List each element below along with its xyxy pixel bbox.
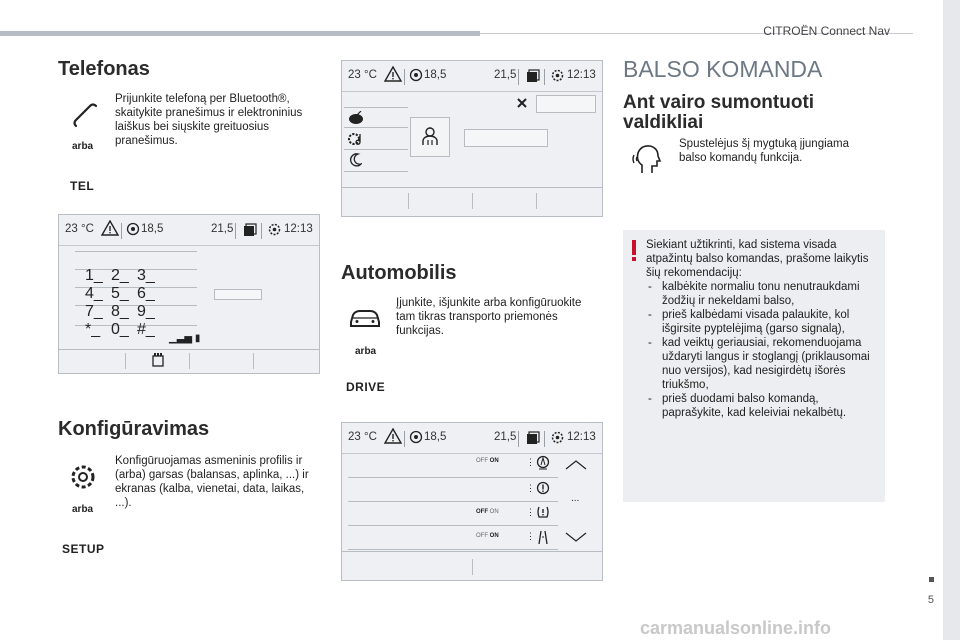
scroll-down-chevron-icon[interactable] <box>564 531 588 543</box>
keypad-key[interactable]: 1_ <box>85 267 103 284</box>
exclamation-icon <box>632 240 636 255</box>
status-temp: 23 °C <box>65 223 94 235</box>
recommendation-note <box>623 230 885 502</box>
sound-settings-icon[interactable] <box>347 131 365 147</box>
settings-gear-icon <box>550 68 565 83</box>
konfig-desc: Konfigūruojamas asmeninis profilis ir (arba) garsas (balansas, aplinka, ...) ir ekranas (kalba, vienetai, data, laikas, ...). <box>115 455 309 509</box>
setup-gear-icon <box>68 462 98 492</box>
telefonas-title: Telefonas <box>58 58 150 80</box>
automobilis-title: Automobilis <box>341 262 457 284</box>
options-kebab-icon[interactable]: ⋮ <box>526 507 535 517</box>
toggle-off-label: OFF <box>476 458 488 464</box>
header-rule-left <box>0 31 480 36</box>
status-val2: 21,5 <box>211 223 234 235</box>
options-kebab-icon[interactable]: ⋮ <box>526 531 535 541</box>
night-mode-moon-icon[interactable] <box>348 153 362 167</box>
contacts-icon[interactable] <box>151 352 165 368</box>
status-time: 12:13 <box>567 69 596 81</box>
nav-target-icon <box>409 68 423 82</box>
telefonas-arba: arba <box>72 141 94 152</box>
palette-icon[interactable] <box>348 111 364 125</box>
keypad-key[interactable]: 9_ <box>137 303 155 320</box>
keypad-key[interactable]: #_ <box>137 321 155 338</box>
status-val2: 21,5 <box>494 431 517 443</box>
warning-icon <box>384 66 402 82</box>
options-kebab-icon[interactable]: ⋮ <box>526 483 535 493</box>
balso-desc: Spustelėjus šį mygtuką įjungiama balso komandų funkcija. <box>679 138 850 164</box>
lane-departure-icon <box>536 529 550 545</box>
toggle-on-label: ON <box>489 509 499 515</box>
fuel-icon <box>243 223 257 237</box>
status-val1: 18,5 <box>424 431 447 443</box>
toggle-off-label: OFF <box>476 509 488 515</box>
close-x-icon[interactable] <box>516 97 528 109</box>
keypad-key[interactable]: 2_ <box>111 267 129 284</box>
telefonas-screen <box>58 214 320 374</box>
telefonas-tag: TEL <box>70 179 95 193</box>
konfig-title: Konfigūravimas <box>58 418 210 440</box>
warning-icon <box>101 220 119 236</box>
options-kebab-icon[interactable]: ⋮ <box>526 457 535 467</box>
info-warning-icon <box>536 481 550 495</box>
scroll-up-chevron-icon[interactable] <box>564 459 588 471</box>
keypad-key[interactable]: *_ <box>85 321 101 338</box>
status-temp: 23 °C <box>348 69 377 81</box>
note-bullet-2: - prieš kalbėdami visada palaukite, kol išgirsite pyptelėjimą (garso signalą), <box>646 308 882 336</box>
konfig-tag: SETUP <box>62 542 105 556</box>
balso-subtitle: Ant vairo sumontuoti valdikliai <box>623 92 815 133</box>
status-val2: 21,5 <box>494 69 517 81</box>
page-edge-strip <box>943 0 960 640</box>
keypad-key[interactable]: 7_ <box>85 303 103 320</box>
status-val1: 18,5 <box>424 69 447 81</box>
status-time: 12:13 <box>284 223 313 235</box>
note-bullet-4: - prieš duodami balso komandą, paprašykite, kad keleiviai nekalbėtų. <box>646 392 882 420</box>
function-toggle-1[interactable] <box>476 458 499 464</box>
lane-assist-icon <box>536 455 550 471</box>
status-val1: 18,5 <box>141 223 164 235</box>
note-intro: Siekiant užtikrinti, kad sistema visada atpažintų balso komandas, prašome laikytis šių rekomendacijų: <box>646 239 869 279</box>
status-bar-2 <box>342 61 602 92</box>
phone-handset-icon <box>70 100 100 130</box>
profile-tile[interactable] <box>410 117 450 157</box>
tire-pressure-icon <box>536 505 550 519</box>
toggle-on-label: ON <box>489 458 499 464</box>
status-temp: 23 °C <box>348 431 377 443</box>
more-indicator: ... <box>571 493 580 504</box>
toggle-on-label: ON <box>489 533 499 539</box>
automobilis-desc: Įjunkite, išjunkite arba konfigūruokite tam tikras transporto priemonės funkcijas. <box>396 297 582 337</box>
header-title: CITROËN Connect Nav <box>763 24 890 38</box>
status-bar <box>59 215 319 246</box>
konfig-arba: arba <box>72 504 94 515</box>
status-bar-3 <box>342 423 602 454</box>
nav-target-icon <box>409 430 423 444</box>
automobilis-arba: arba <box>355 346 377 357</box>
keypad-key[interactable]: 3_ <box>137 267 155 284</box>
voice-command-icon <box>632 143 662 175</box>
keypad-key[interactable]: 8_ <box>111 303 129 320</box>
fuel-icon <box>526 69 540 83</box>
keypad-key[interactable]: 0_ <box>111 321 129 338</box>
status-time: 12:13 <box>567 431 596 443</box>
car-icon <box>348 306 382 330</box>
page-number: 5 <box>927 594 934 606</box>
warning-icon <box>384 428 402 444</box>
function-toggle-3[interactable] <box>476 533 499 539</box>
profile-person-icon <box>421 126 439 146</box>
settings-gear-icon <box>550 430 565 445</box>
fuel-icon <box>526 431 540 445</box>
note-bullet-3: - kad veiktų geriausiai, rekomenduojama uždaryti langus ir stoglangį (priklausomai nuo versijos), kad nesigirdėtų išorės triukšmo, <box>646 336 882 392</box>
automobilis-tag: DRIVE <box>346 380 386 394</box>
keypad-key[interactable]: 6_ <box>137 285 155 302</box>
function-toggle-2[interactable] <box>476 509 499 515</box>
setup-screen <box>341 60 603 217</box>
note-bullet-1: - kalbėkite normaliu tonu nenutraukdami žodžių ir nekeldami balso, <box>646 280 882 308</box>
settings-gear-icon <box>267 222 282 237</box>
balso-title: BALSO KOMANDA <box>623 56 823 82</box>
telefonas-desc: Prijunkite telefoną per Bluetooth®, skaitykite pranešimus ir elektroninius laiškus bei siųskite greituosius pranešimus. <box>115 93 303 147</box>
watermark: carmanualsonline.info <box>640 618 832 638</box>
signal-battery-icon: ▁▃▅ ▮ <box>169 333 201 344</box>
toggle-off-label: OFF <box>476 533 488 539</box>
keypad-key[interactable]: 5_ <box>111 285 129 302</box>
nav-target-icon <box>126 222 140 236</box>
number-input[interactable] <box>214 289 262 300</box>
keypad-key[interactable]: 4_ <box>85 285 103 302</box>
drive-screen <box>341 422 603 581</box>
profile-option-field[interactable] <box>464 129 548 147</box>
profile-name-field[interactable] <box>536 95 596 113</box>
page-marker <box>929 577 934 582</box>
note-body <box>646 238 882 420</box>
